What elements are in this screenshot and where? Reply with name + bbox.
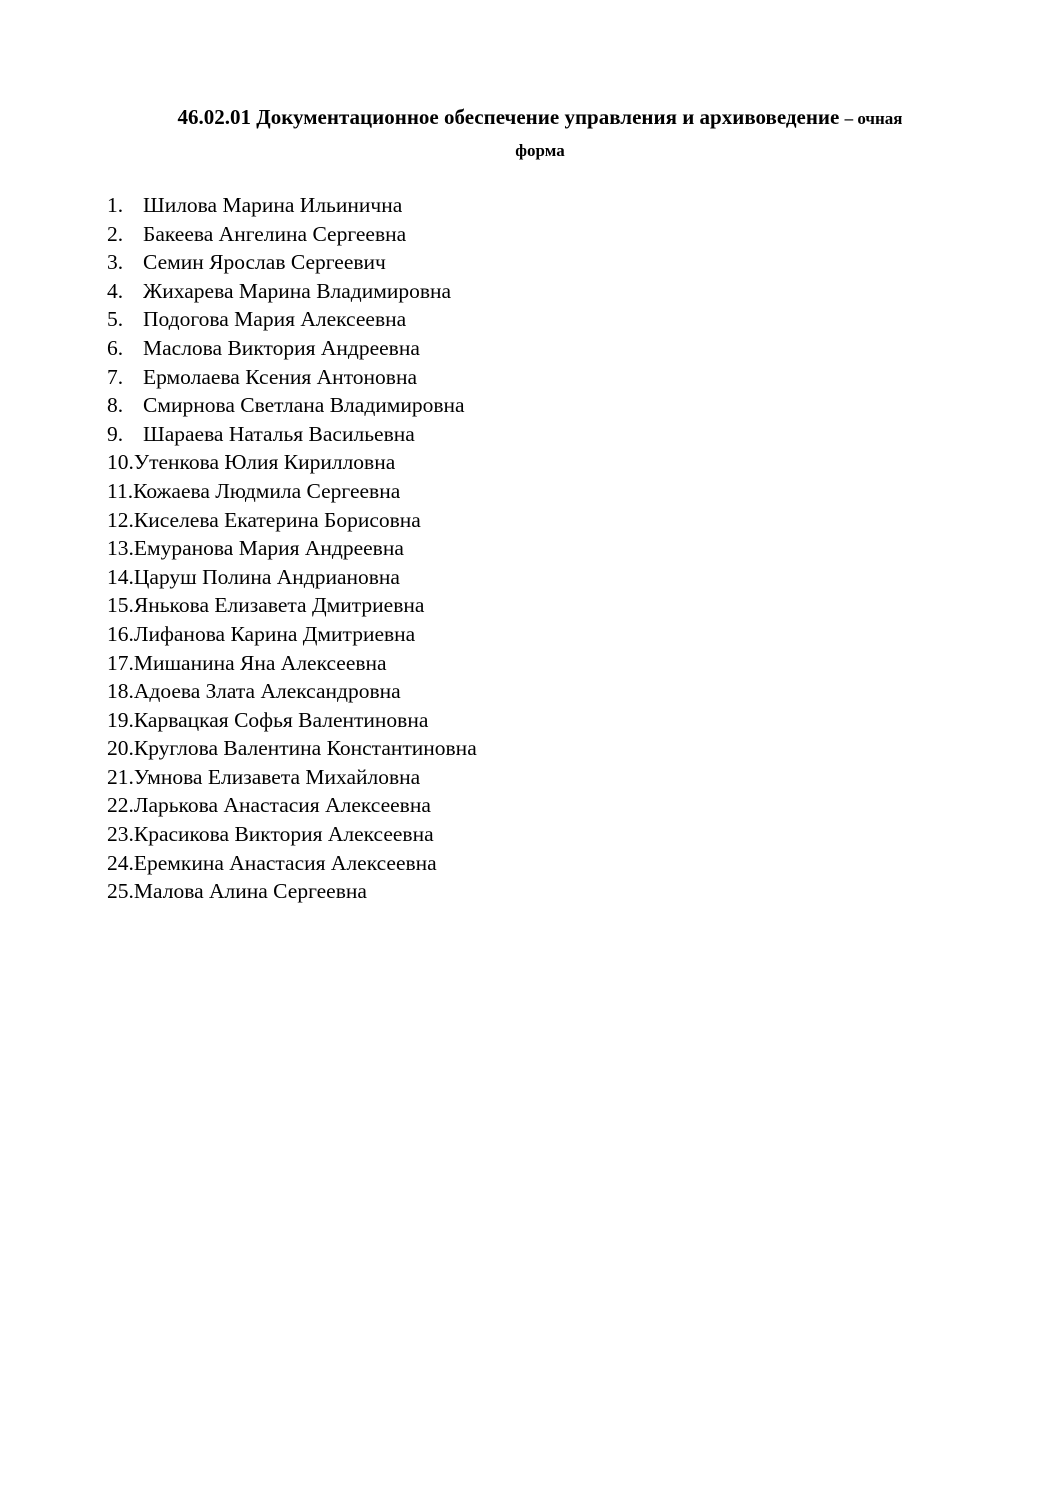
list-item-number: 23.: [107, 822, 134, 847]
list-item-number: 25.: [107, 879, 134, 904]
list-item-number: 17.: [107, 650, 134, 675]
list-item-name: Емуранова Мария Андреевна: [133, 536, 404, 561]
list-item-number: 4.: [107, 278, 124, 303]
list-item-number: 10.: [107, 450, 134, 475]
list-item-number: 14.: [107, 564, 134, 589]
list-item-name: Царуш Полина Андриановна: [133, 564, 400, 589]
list-item: [107, 334, 477, 363]
list-item-name: Подогова Мария Алексеевна: [143, 307, 407, 332]
list-item-number: 18.: [107, 679, 134, 704]
list-item-name: Смирнова Светлана Владимировна: [143, 393, 465, 418]
list-item-name: Лифанова Карина Дмитриевна: [133, 621, 416, 646]
list-item: [107, 420, 477, 449]
list-item: [107, 820, 477, 849]
list-item-name: Кожаева Людмила Сергеевна: [133, 478, 401, 503]
list-item-number: 21.: [107, 764, 134, 789]
list-item: [107, 563, 477, 592]
title-suffix-line2: форма: [515, 141, 565, 160]
list-item: [107, 620, 477, 649]
list-item-name: Еремкина Анастасия Алексеевна: [133, 850, 437, 875]
title-main: 46.02.01 Документационное обеспечение управления и архивоведение: [177, 105, 840, 129]
list-item-name: Адоева Злата Александровна: [133, 679, 401, 704]
list-item-number: 12.: [107, 507, 134, 532]
list-item-name: Янькова Елизавета Дмитриевна: [133, 593, 425, 618]
list-item-name: Ларькова Анастасия Алексеевна: [133, 793, 431, 818]
list-item: [107, 734, 477, 763]
list-item-number: 11.: [107, 478, 134, 503]
list-item-name: Красикова Виктория Алексеевна: [133, 822, 434, 847]
list-item: [107, 534, 477, 563]
list-item-name: Киселева Екатерина Борисовна: [133, 507, 421, 532]
list-item-number: 2.: [107, 221, 124, 246]
list-item-number: 1.: [107, 193, 124, 217]
list-item-number: 5.: [107, 307, 124, 332]
list-item-name: Карвацкая Софья Валентиновна: [133, 707, 429, 732]
list-item: [107, 191, 477, 220]
list-item: [107, 791, 477, 820]
list-item-number: 24.: [107, 850, 134, 875]
list-item-name: Бакеева Ангелина Сергеевна: [143, 221, 407, 246]
list-item: [107, 706, 477, 735]
list-item: [107, 849, 477, 878]
list-item-name: Семин Ярослав Сергеевич: [143, 250, 386, 275]
list-item: [107, 477, 477, 506]
title-suffix: – очная: [844, 109, 903, 128]
list-item-number: 19.: [107, 707, 134, 732]
list-item: [107, 649, 477, 678]
list-item-name: Ермолаева Ксения Антоновна: [143, 364, 418, 389]
list-item-name: Утенкова Юлия Кирилловна: [133, 450, 396, 475]
list-item: [107, 277, 477, 306]
list-item-name: Маслова Виктория Андреевна: [143, 335, 420, 360]
document-title: [90, 102, 990, 166]
list-item-name: Малова Алина Сергеевна: [133, 879, 367, 904]
list-item-name: Шараева Наталья Васильевна: [143, 421, 415, 446]
list-item-number: 7.: [107, 364, 124, 389]
list-item-name: Круглова Валентина Константиновна: [133, 736, 477, 761]
list-item-name: Жихарева Марина Владимировна: [143, 278, 452, 303]
list-item-number: 8.: [107, 393, 124, 418]
list-item-number: 15.: [107, 593, 134, 618]
list-item-number: 20.: [107, 736, 134, 761]
list-item: [107, 763, 477, 792]
list-item: [107, 363, 477, 392]
list-item: [107, 305, 477, 334]
list-item: [107, 448, 477, 477]
list-item: [107, 506, 477, 535]
list-item: [107, 391, 477, 420]
list-item: [107, 220, 477, 249]
list-item-number: 16.: [107, 621, 134, 646]
list-item-number: 6.: [107, 335, 124, 360]
list-item: [107, 677, 477, 706]
list-item-number: 3.: [107, 250, 124, 275]
list-item: [107, 248, 477, 277]
list-item-number: 9.: [107, 421, 124, 446]
list-item-name: Умнова Елизавета Михайловна: [133, 764, 421, 789]
list-item: [107, 591, 477, 620]
list-item-number: 22.: [107, 793, 134, 818]
list-item: [107, 877, 477, 906]
list-item-name: Шилова Марина Ильинична: [143, 193, 403, 217]
list-item-number: 13.: [107, 536, 134, 561]
list-item-name: Мишанина Яна Алексеевна: [133, 650, 387, 675]
student-list: [107, 191, 477, 906]
